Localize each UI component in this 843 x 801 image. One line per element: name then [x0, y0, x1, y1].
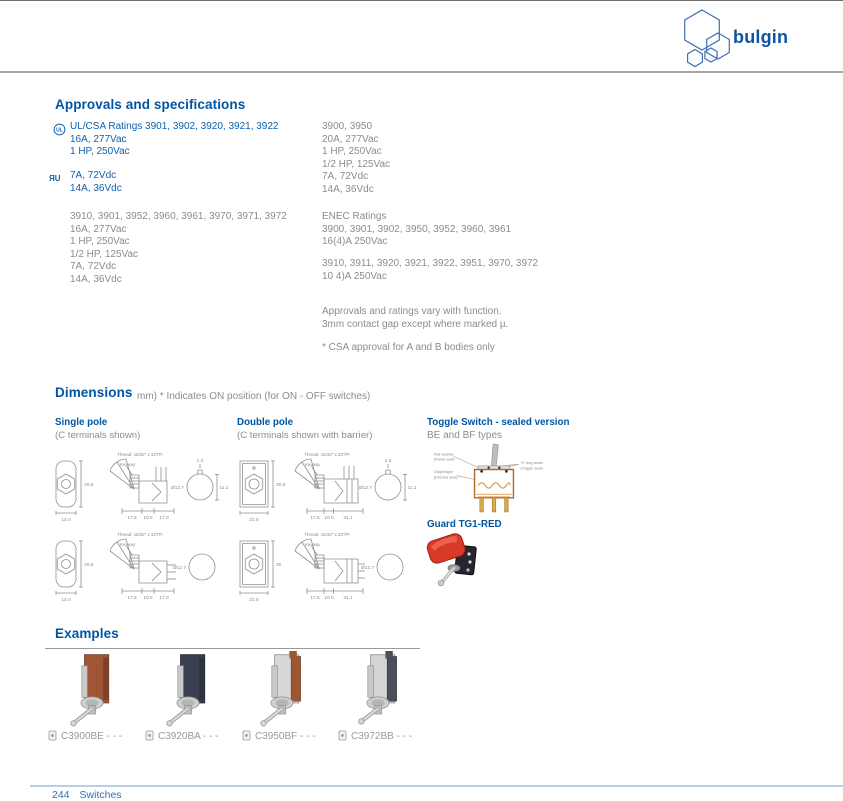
- svg-text:'O' ring seals: 'O' ring seals: [520, 460, 543, 466]
- rating-line: 14A, 36Vdc: [322, 183, 374, 195]
- single-pole-front-view-2: [50, 529, 98, 607]
- rating-line: 3910, 3911, 3920, 3921, 3922, 3951, 3970, 3972: [322, 258, 539, 269]
- example-switch-photo-2: [158, 651, 218, 727]
- rating-line: 10 4)A 250Vac: [322, 270, 387, 282]
- svg-text:Ø12.7: Ø12.7: [361, 566, 375, 571]
- rating-line: 3900, 3901, 3902, 3950, 3952, 3960, 3961: [322, 223, 512, 235]
- double-pole-cutout-view-2: [358, 529, 416, 607]
- double-pole-front-view-2: [237, 529, 285, 607]
- svg-text:17.0: 17.0: [159, 596, 169, 601]
- guard-title: Guard TG1-RED: [427, 519, 502, 530]
- rating-line: 14A, 36Vdc: [70, 182, 122, 194]
- single-pole-front-view-1: [50, 449, 98, 527]
- rating-line: 1 HP, 250Vac: [70, 146, 130, 158]
- example-code: C3920BA - - -: [158, 730, 219, 742]
- sealed-version-title: Toggle Switch - sealed version: [427, 417, 570, 428]
- svg-text:Thread: 15/32" x 32TPI: Thread: 15/32" x 32TPI: [304, 452, 350, 457]
- svg-text:Ø12.7: Ø12.7: [173, 566, 187, 571]
- examples-title: Examples: [55, 626, 119, 641]
- ratings-notes: [322, 306, 508, 331]
- example-switch-photo-3: [252, 651, 312, 727]
- svg-text:Ø12.7: Ø12.7: [359, 486, 373, 491]
- ratings-block-gray: [70, 211, 287, 287]
- rating-line: 14A, 36Vdc: [70, 273, 122, 285]
- rating-line: 1/2 HP, 125Vac: [70, 248, 139, 260]
- svg-text:29.5: 29.5: [84, 563, 94, 568]
- example-switch-photo-4: [348, 651, 408, 727]
- example-caption-4: [338, 730, 412, 742]
- ulcsa-ratings-block: [70, 121, 279, 159]
- svg-text:30.8: 30.8: [276, 483, 285, 488]
- svg-text:Flat washer: Flat washer: [433, 451, 454, 457]
- svg-text:14.0: 14.0: [61, 598, 71, 603]
- ratings-block-3900: [322, 121, 390, 197]
- svg-text:10.5: 10.5: [143, 516, 153, 521]
- svg-text:10.5: 10.5: [143, 596, 153, 601]
- rating-line: 16A, 277Vac: [70, 223, 127, 235]
- single-pole-cutout-view-1: [170, 449, 228, 527]
- svg-text:Thread: 15/32" x 32TPI: Thread: 15/32" x 32TPI: [304, 532, 350, 537]
- ul-ratings-block: [70, 170, 122, 195]
- ul-recognized-icon: [49, 172, 66, 183]
- rating-line: 7A, 72Vdc: [322, 171, 369, 183]
- single-pole-subtitle: (C terminals shown): [55, 430, 141, 441]
- svg-text:11.1: 11.1: [407, 486, 416, 491]
- svg-text:29.5: 29.5: [84, 483, 94, 488]
- svg-text:(Internal seal): (Internal seal): [433, 474, 458, 480]
- single-pole-title: Single pole: [55, 417, 108, 428]
- example-switch-photo-1: [62, 651, 122, 727]
- svg-text:21.5: 21.5: [249, 518, 259, 523]
- rating-line: 3910, 3901, 3952, 3960, 3961, 3970, 3971, 3972: [70, 211, 287, 222]
- examples-divider: [45, 648, 420, 649]
- double-pole-side-view-2: [287, 529, 365, 607]
- svg-text:17.0: 17.0: [159, 516, 169, 521]
- svg-text:Keyway: Keyway: [305, 462, 321, 467]
- double-pole-title: Double pole: [237, 417, 294, 428]
- svg-text:17.5: 17.5: [310, 516, 320, 521]
- rating-line: 16A, 277Vac: [70, 133, 127, 145]
- example-caption-1: [48, 730, 122, 742]
- rating-line: 16(4)A 250Vac: [322, 236, 388, 248]
- svg-text:1.3: 1.3: [384, 459, 392, 464]
- enec-title: ENEC Ratings: [322, 211, 387, 222]
- svg-text:14.0: 14.0: [61, 518, 71, 523]
- ulcsa-ratings-line: UL/CSA Ratings 3901, 3902, 3920, 3921, 3922: [70, 121, 279, 132]
- cul-icon: [53, 123, 66, 136]
- sealed-switch-diagram: [424, 443, 564, 519]
- csa-note: * CSA approval for A and B bodies only: [322, 342, 495, 353]
- toggle-pictogram-icon: [242, 730, 251, 742]
- svg-text:Keyway: Keyway: [120, 462, 136, 467]
- toggle-pictogram-icon: [145, 730, 154, 742]
- dimensions-note: mm) * Indicates ON position (for ON - OFF switches): [137, 391, 371, 402]
- rating-line: 7A, 72Vdc: [70, 170, 117, 181]
- enec-ratings-block-2: [322, 258, 538, 283]
- rating-line: 1 HP, 250Vac: [322, 146, 382, 158]
- svg-text:(Panel seal): (Panel seal): [433, 456, 455, 462]
- svg-text:Ø12.7: Ø12.7: [171, 486, 185, 491]
- svg-text:10.0: 10.0: [324, 596, 334, 601]
- svg-text:11.1: 11.1: [219, 486, 228, 491]
- page-number: 244: [52, 789, 70, 801]
- svg-text:Keyway: Keyway: [120, 542, 136, 547]
- rating-line: 1 HP, 250Vac: [70, 236, 130, 248]
- dimensions-title: Dimensions: [55, 385, 133, 400]
- example-caption-2: [145, 730, 219, 742]
- svg-text:10.0: 10.0: [324, 516, 334, 521]
- svg-text:17.5: 17.5: [310, 596, 320, 601]
- svg-text:17.5: 17.5: [127, 596, 137, 601]
- svg-text:(Toggle seal): (Toggle seal): [520, 465, 543, 471]
- example-caption-3: [242, 730, 316, 742]
- example-code: C3950BF - - -: [255, 730, 316, 742]
- svg-text:Diaphragm: Diaphragm: [433, 469, 453, 475]
- note-line: 3mm contact gap except where marked µ.: [322, 318, 509, 330]
- rating-line: 20A, 277Vac: [322, 133, 379, 145]
- svg-text:30: 30: [276, 563, 282, 568]
- brand-name: bulgin: [733, 27, 789, 47]
- footer-divider: [30, 785, 843, 787]
- svg-text:UL: UL: [56, 127, 63, 134]
- svg-text:Thread: 15/32" x 32TPI: Thread: 15/32" x 32TPI: [117, 452, 163, 457]
- svg-text:21.5: 21.5: [249, 598, 259, 603]
- rating-line: 3900, 3950: [322, 121, 373, 132]
- example-code: C3900BE - - -: [61, 730, 123, 742]
- single-pole-cutout-view-2: [170, 529, 228, 607]
- toggle-pictogram-icon: [48, 730, 57, 742]
- svg-text:31.1: 31.1: [343, 596, 353, 601]
- toggle-pictogram-icon: [338, 730, 347, 742]
- single-pole-side-view-1: [100, 449, 178, 527]
- enec-ratings-block-1: [322, 211, 511, 249]
- single-pole-side-view-2: [100, 529, 178, 607]
- double-pole-side-view-1: [287, 449, 365, 527]
- rating-line: 1/2 HP, 125Vac: [322, 158, 391, 170]
- svg-text:Thread: 15/32" x 32TPI: Thread: 15/32" x 32TPI: [117, 532, 163, 537]
- double-pole-subtitle: (C terminals shown with barrier): [237, 430, 373, 441]
- svg-text:Keyway: Keyway: [305, 542, 321, 547]
- rating-line: 7A, 72Vdc: [70, 261, 117, 273]
- section-name: Switches: [79, 789, 122, 801]
- svg-text:31.1: 31.1: [343, 516, 353, 521]
- header-divider: [0, 71, 843, 73]
- bulgin-logo-icon: [678, 6, 736, 68]
- example-code: C3972BB - - -: [351, 730, 413, 742]
- note-line: Approvals and ratings vary with function.: [322, 306, 502, 317]
- svg-text:ЯU: ЯU: [49, 174, 61, 183]
- double-pole-front-view-1: [237, 449, 285, 527]
- footer-page-label: [52, 789, 122, 801]
- svg-text:1.3: 1.3: [196, 459, 204, 464]
- approvals-title: Approvals and specifications: [55, 97, 246, 112]
- double-pole-cutout-view-1: [358, 449, 416, 527]
- svg-text:17.5: 17.5: [127, 516, 137, 521]
- guard-switch-photo: [426, 532, 490, 590]
- sealed-version-subtitle: BE and BF types: [427, 430, 503, 441]
